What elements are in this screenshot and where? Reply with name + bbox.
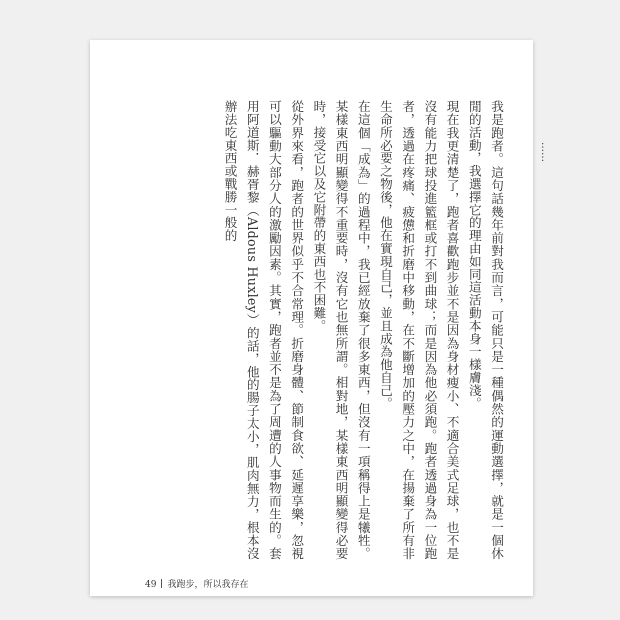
book-page [90,40,550,596]
page-number: 49 [145,580,157,590]
page-footer [145,577,248,590]
paragraph-3: 在這個「成為」的過程中，我已經放棄了很多東西，但沒有一項稱得上是犧牲。某樣東西明顯變得不重要時，沒有它也無所謂。相對地，某樣東西明顯變得必要時，接受它以及它附帶的東西也不困難。 [311,100,371,560]
book-title: 我跑步，所以我存在 [167,580,249,590]
footer-divider [161,579,162,588]
body-text [218,100,507,560]
paragraph-4: 從外界來看，跑者的世界似乎不合常理。折磨身體、節制食欲、延遲享樂，忽視可以驅動大部分人的激勵因素。其實，跑者並不是為了周遭的人事物而生的。套用阿道斯．赫胥黎（Aldous Huxley）的話，他的腸子太小，肌肉無力，根本沒辦法吃東西或戰勝一般的 [222,100,305,560]
paragraph-2: 現在我更清楚了，跑者喜歡跑步並不是因為身材瘦小、不適合美式足球，也不是沒有能力把球投進籃框或打不到曲球；而是因為他必須跑。跑者透過身為一位跑者，透過在疼痛、疲憊和折磨中移動，在不斷增加的壓力之中，在揚棄了所有非生命所必要之物後，他在實現自己，並且成為他自己。 [377,100,460,560]
ellipsis-mark: …… [539,142,550,162]
paragraph-1: 我是跑者。這句話幾年前對我而言，可能只是一種偶然的運動選擇，就是一個休閒的活動，我選擇它的理由如同這活動本身一樣膚淺。 [466,100,504,560]
